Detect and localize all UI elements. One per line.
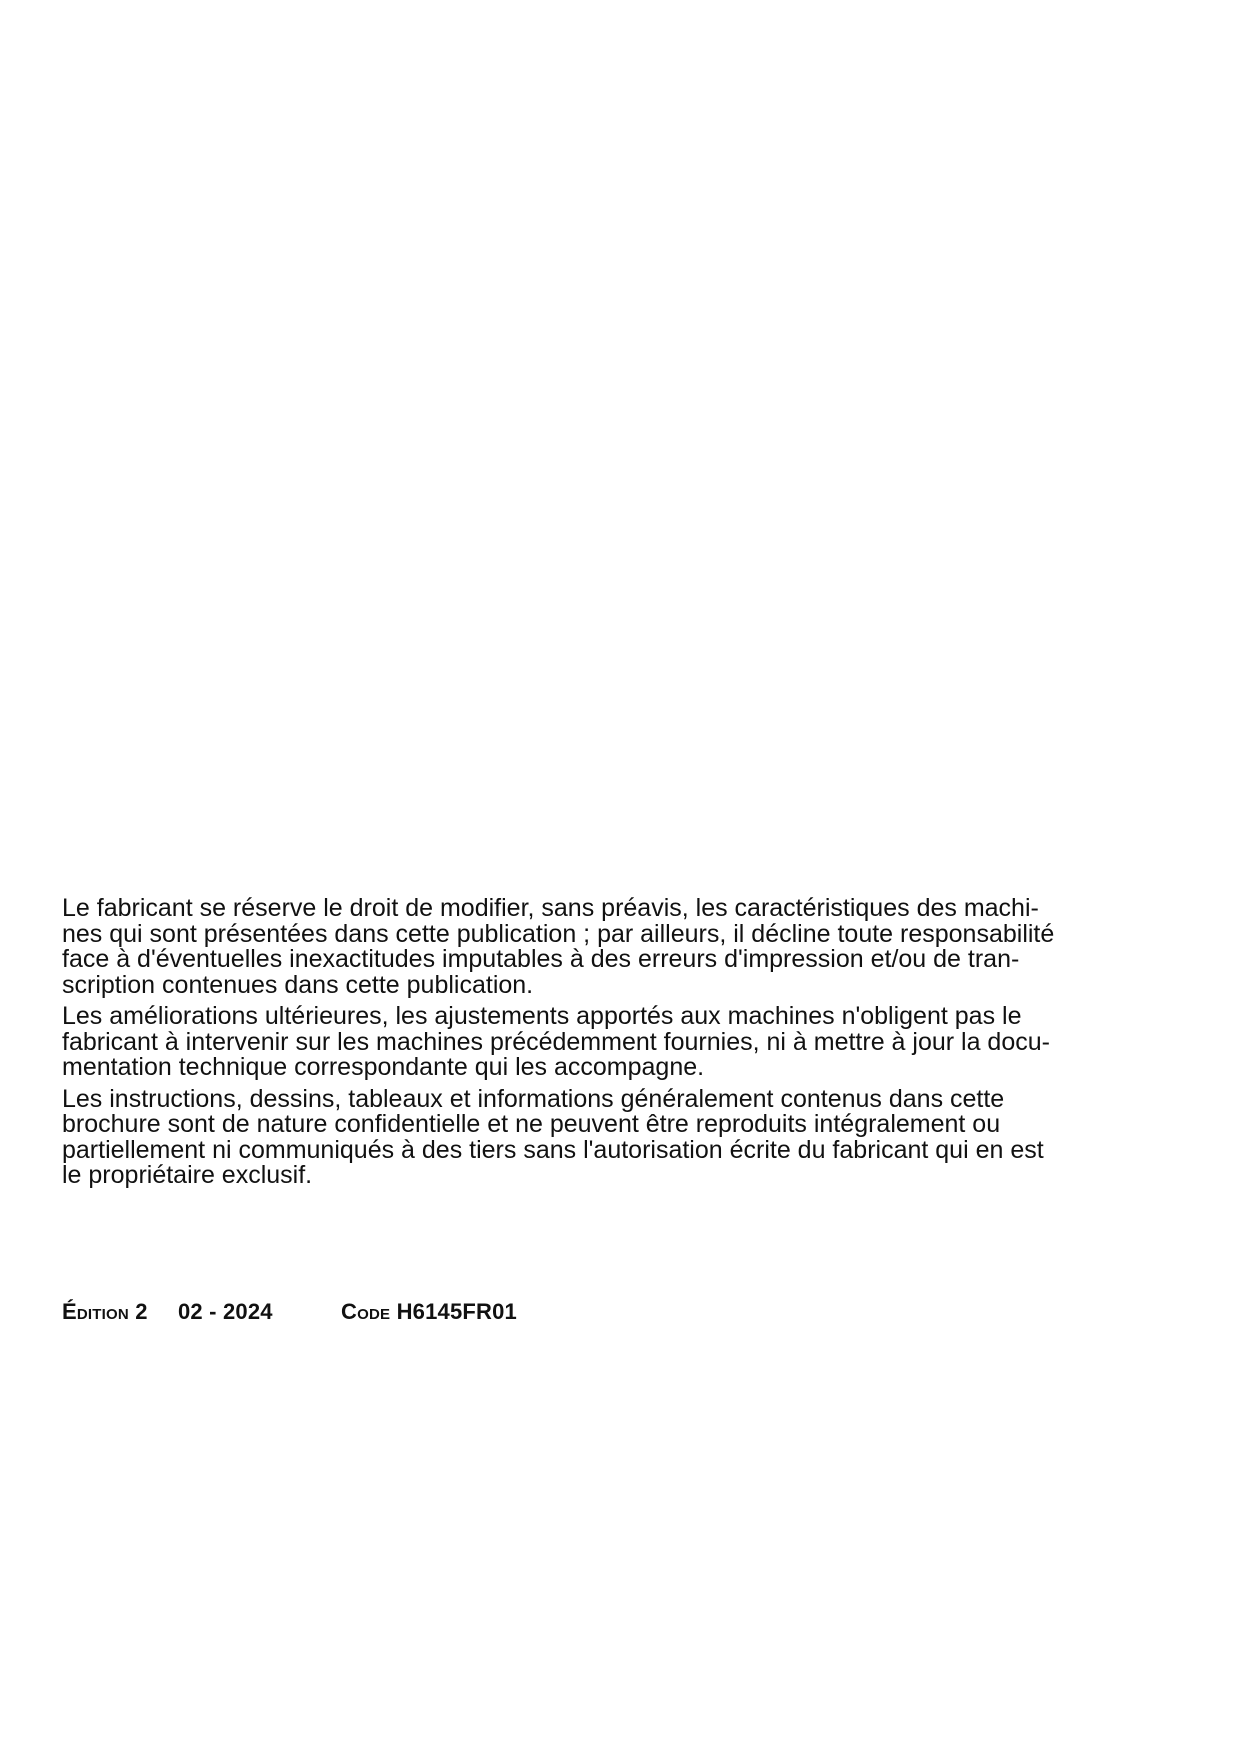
- edition-info: [62, 1299, 517, 1325]
- disclaimer-line: fabricant à intervenir sur les machines précédemment fournies, ni à mettre à jour la docu-: [62, 1027, 1050, 1056]
- code-label: Code: [341, 1299, 391, 1324]
- code-value: H6145FR01: [396, 1299, 517, 1324]
- disclaimer-line: face à d'éventuelles inexactitudes imputables à des erreurs d'impression et/ou de tran-: [62, 945, 1020, 973]
- disclaimer-paragraph-3: [62, 1084, 1147, 1189]
- disclaimer-line: le propriétaire exclusif.: [62, 1161, 313, 1189]
- disclaimer-line: Les améliorations ultérieures, les ajustements apportés aux machines n'obligent pas le: [62, 1002, 1022, 1030]
- edition-label: Édition: [62, 1299, 129, 1324]
- disclaimer-line: nes qui sont présentées dans cette publication ; par ailleurs, il décline toute responsabilité: [62, 919, 1055, 948]
- disclaimer-line: brochure sont de nature confidentielle et ne peuvent être reproduits intégralement ou: [62, 1110, 1001, 1138]
- disclaimer-line: Le fabricant se réserve le droit de modifier, sans préavis, les caractéristiques des machi-: [62, 894, 1039, 922]
- disclaimer-paragraph-1: [62, 896, 1147, 998]
- disclaimer-line: partiellement ni communiqués à des tiers sans l'autorisation écrite du fabricant qui en est: [62, 1135, 1044, 1164]
- disclaimer-paragraph-2: [62, 1004, 1147, 1081]
- disclaimer-line: mentation technique correspondante qui les accompagne.: [62, 1053, 705, 1081]
- disclaimer-text: [62, 896, 1147, 1195]
- disclaimer-line: Les instructions, dessins, tableaux et informations généralement contenus dans cette: [62, 1084, 1005, 1113]
- disclaimer-line: scription contenues dans cette publication.: [62, 970, 534, 999]
- edition-number: 2: [135, 1299, 148, 1324]
- edition-date: 02 - 2024: [177, 1299, 273, 1324]
